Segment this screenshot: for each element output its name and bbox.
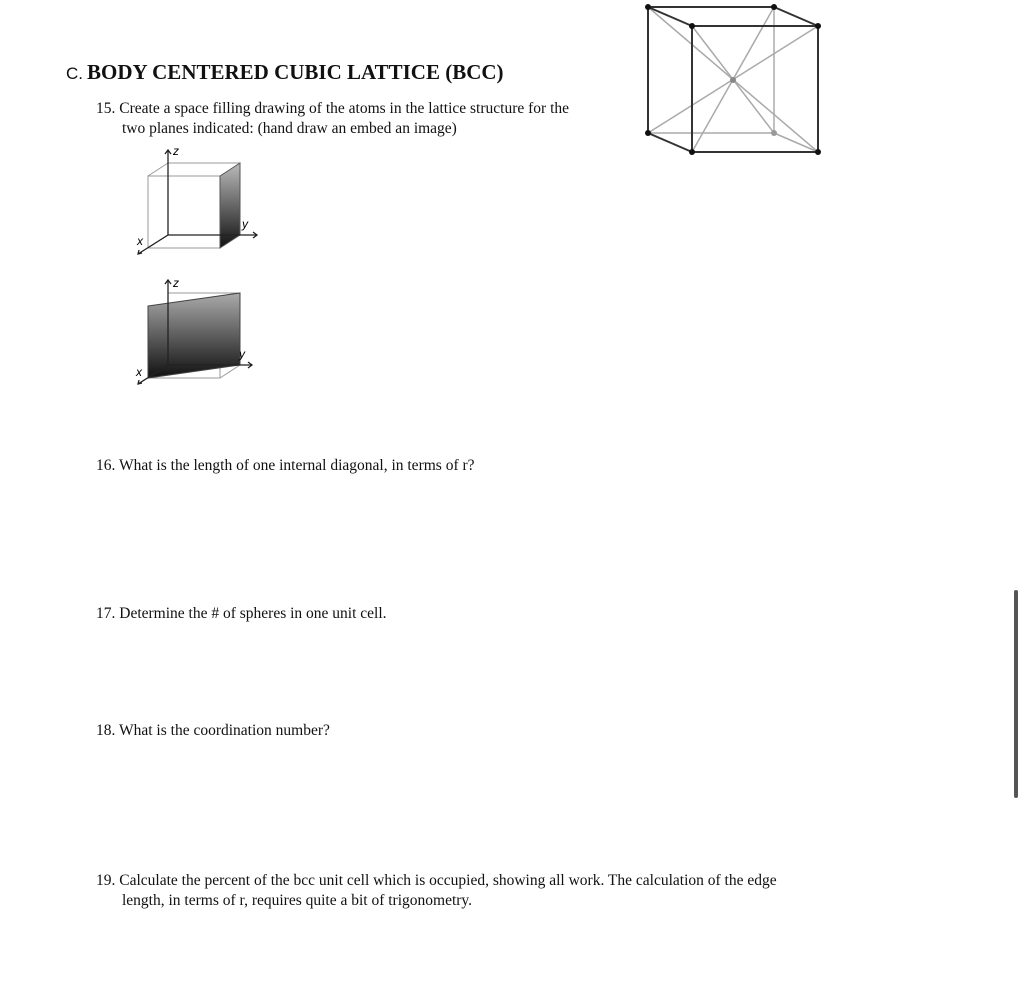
- question-19: [96, 871, 777, 911]
- question-text: Determine the # of spheres in one unit cell.: [119, 605, 387, 622]
- section-title: BODY CENTERED CUBIC LATTICE (BCC): [87, 60, 504, 84]
- vertical-scrollbar[interactable]: [1014, 590, 1018, 798]
- plane-100-diagram: [130, 142, 265, 260]
- question-text-continued: two planes indicated: (hand draw an embed an image): [122, 120, 457, 137]
- question-17: [96, 604, 387, 624]
- x-axis-label: x: [137, 234, 143, 248]
- question-text: What is the length of one internal diagonal, in terms of r?: [118, 457, 475, 474]
- question-text: What is the coordination number?: [118, 722, 330, 739]
- question-text-continued: length, in terms of r, requires quite a bit of trigonometry.: [122, 892, 473, 909]
- question-number: 19.: [96, 872, 116, 889]
- question-number: 17.: [96, 605, 116, 622]
- question-number: 18.: [96, 722, 116, 739]
- section-letter: C.: [66, 64, 83, 83]
- question-number: 16.: [96, 457, 116, 474]
- question-text: Calculate the percent of the bcc unit cell which is occupied, showing all work. The calculation of the edge: [119, 872, 777, 889]
- z-axis-label: z: [173, 276, 179, 290]
- y-axis-label: y: [239, 347, 245, 361]
- question-15: [96, 99, 569, 139]
- bcc-unit-cell-diagram: [630, 0, 830, 165]
- x-axis-label: x: [136, 365, 142, 379]
- y-axis-label: y: [242, 217, 248, 231]
- question-number: 15.: [96, 100, 116, 117]
- question-16: [96, 456, 475, 476]
- question-18: [96, 721, 330, 741]
- z-axis-label: z: [173, 144, 179, 158]
- section-heading: [66, 60, 504, 85]
- plane-110-diagram: [130, 272, 265, 390]
- question-text: Create a space filling drawing of the atoms in the lattice structure for the: [119, 100, 570, 117]
